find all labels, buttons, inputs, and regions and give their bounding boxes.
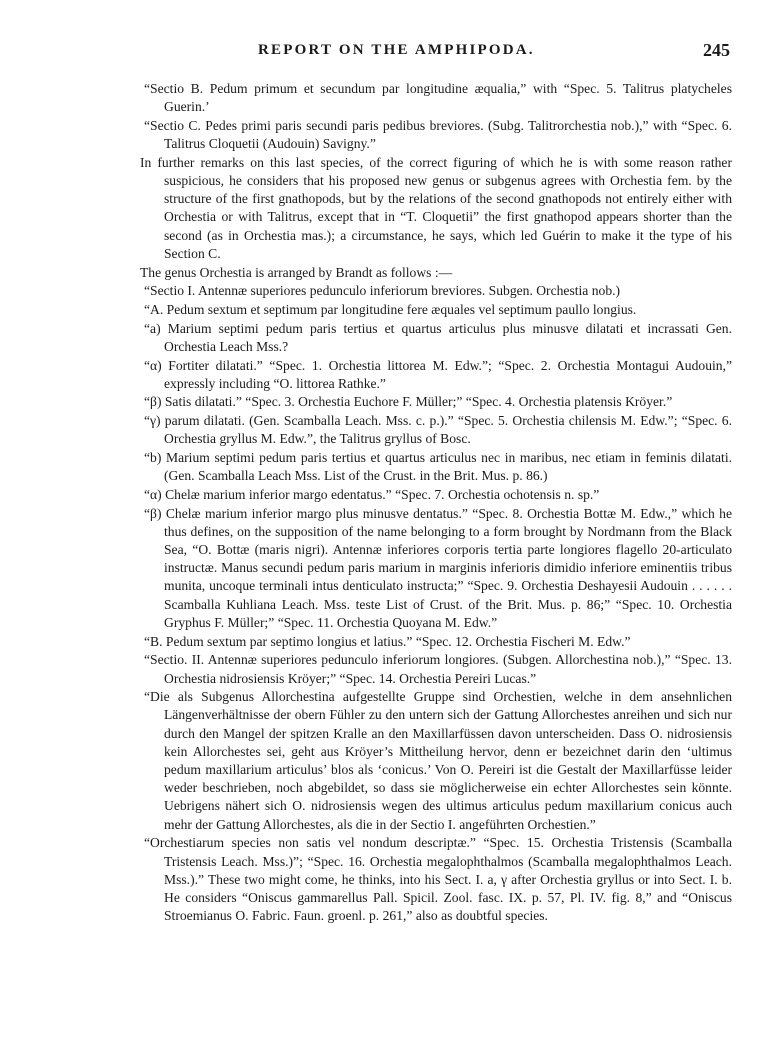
paragraph: “a) Marium septimi pedum paris tertius et quartus articulus plus minusve dilatati et incrassati Gen. Orchestia Leach Mss.?: [144, 320, 732, 354]
body-text: [140, 80, 732, 926]
running-title: REPORT ON THE AMPHIPODA.: [258, 42, 535, 58]
paragraph: “Sectio C. Pedes primi paris secundi paris pedibus breviores. (Subg. Talitrorchestia nob.),” with “Spec. 6. Talitrus Cloquetii (Audouin) Savigny.”: [144, 117, 732, 152]
paragraph: “Orchestiarum species non satis vel nondum descriptæ.” “Spec. 15. Orchestia Tristensis (Scamballa Tristensis Leach. Mss.)”; “Spec. 16. Orchestia megalophthalmos (Scamballa megalophthalmos Leach. Mss.).” These two might come, he thinks, into his Sect. I. a, γ after Orchestia gryllus or into Sect. I. b. He considers “Oniscus gammarellus Pall. Spicil. Zool. fasc. IX. p. 57, Pl. IV. fig. 8,” and “Oniscus Stroemianus O. Fabric. Faun. groenl. p. 261,” also as doubtful species.: [144, 835, 732, 924]
paragraph: “γ) parum dilatati. (Gen. Scamballa Leach. Mss. c. p.).” “Spec. 5. Orchestia chilensis M. Edw.”; “Spec. 6. Orchestia gryllus M. Edw.”, the Talitrus gryllus of Bosc.: [144, 413, 732, 447]
page-header: [138, 42, 730, 66]
page-number: 245: [703, 40, 730, 60]
paragraph: “α) Chelæ marium inferior margo edentatus.” “Spec. 7. Orchestia ochotensis n. sp.”: [144, 486, 600, 502]
paragraph: “b) Marium septimi pedum paris tertius et quartus articulus nec in maribus, nec etiam in feminis dilatati. (Gen. Scamballa Leach Mss. List of the Crust. in the Brit. Mus. p. 86.): [144, 450, 732, 484]
paragraph: “Sectio B. Pedum primum et secundum par longitudine æqualia,” with “Spec. 5. Talitrus platycheles Guerin.’: [144, 81, 732, 115]
paragraph: “Sectio. II. Antennæ superiores pedunculo inferiorum longiores. (Subgen. Allorchestina nob.),” “Spec. 13. Orchestia nidrosiensis Kröyer;” “Spec. 14. Orchestia Pereiri Lucas.”: [144, 652, 732, 686]
paragraph: “β) Satis dilatati.” “Spec. 3. Orchestia Euchore F. Müller;” “Spec. 4. Orchestia platensis Kröyer.”: [144, 394, 673, 410]
paragraph: “Die als Subgenus Allorchestina aufgestellte Gruppe sind Orchestien, welche in dem ansehnlichen Längenverhältnisse der obern Fühler zu den untern sich der Gattung Allorchestes anreihen und sich nur durch den Mangel der spitzen Kralle an den Maxillarfüssen davon unterscheiden. Dass O. nidrosiensis kein Allorchestes sei, geht aus Kröyer’s Mittheilung hervor, denn er bezeichnet darin den ‘ultimus pedum maxillarium articulus’ blos als ‘conicus.’ Von O. Pereiri ist die Gestalt der Maxillarfüsse leider weder beschrieben, noch abgebildet, so dass sie möglicherweise ein echter Allorchestes sein könnte. Uebrigens nähert sich O. nidrosiensis wegen des ultimus articulus pedum maxillarium conicus auch mehr der Gattung Allorchestes, als die in der Sectio I. angeführten Orchestien.”: [144, 689, 732, 832]
paragraph: “A. Pedum sextum et septimum par longitudine fere æquales vel septimum paullo longius.: [144, 301, 637, 317]
paragraph: In further remarks on this last species, of the correct figuring of which he is with some reason rather suspicious, he considers that his proposed new genus or subgenus agrees with Orchestia fem. by the structure of the first gnathopods, but by the relations of the second gnathopods not entirely either with Orchestia or with Talitrus, except that in “T. Cloquetii” the first gnathopod appears shorter than the second (as in Orchestia mas.); a circumstance, he says, which led Guérin to make it the type of his Section C.: [140, 154, 732, 261]
paragraph: “B. Pedum sextum par septimo longius et latius.” “Spec. 12. Orchestia Fischeri M. Edw.”: [144, 633, 631, 649]
paragraph: “β) Chelæ marium inferior margo plus minusve dentatus.” “Spec. 8. Orchestia Bottæ M. Edw.,” which he thus defines, on the supposition of the name belonging to a form brought by Nordmann from the Black Sea, “O. Bottæ (maris nigri). Antennæ inferiores corporis tertia parte longiores flagello 20-articulato instructæ. Manus secundi pedum paris marium in marginis inferioris dimidio inferiore eminentiis tribus munita, uncoque terminali intus denticulato instructa;” “Spec. 9. Orchestia Deshayesii Audouin . . . . . . Scamballa Kuhliana Leach. Mss. teste List of Crust. of the Brit. Mus. p. 86;” “Spec. 10. Orchestia Gryphus F. Müller;” “Spec. 11. Orchestia Quoyana M. Edw.”: [144, 505, 732, 630]
paragraph: The genus Orchestia is arranged by Brandt as follows :—: [140, 264, 453, 280]
paragraph: “Sectio I. Antennæ superiores pedunculo inferiorum breviores. Subgen. Orchestia nob.): [144, 283, 621, 299]
paragraph: “α) Fortiter dilatati.” “Spec. 1. Orchestia littorea M. Edw.”; “Spec. 2. Orchestia Montagui Audouin,” expressly including “O. littorea Rathke.”: [144, 357, 732, 391]
